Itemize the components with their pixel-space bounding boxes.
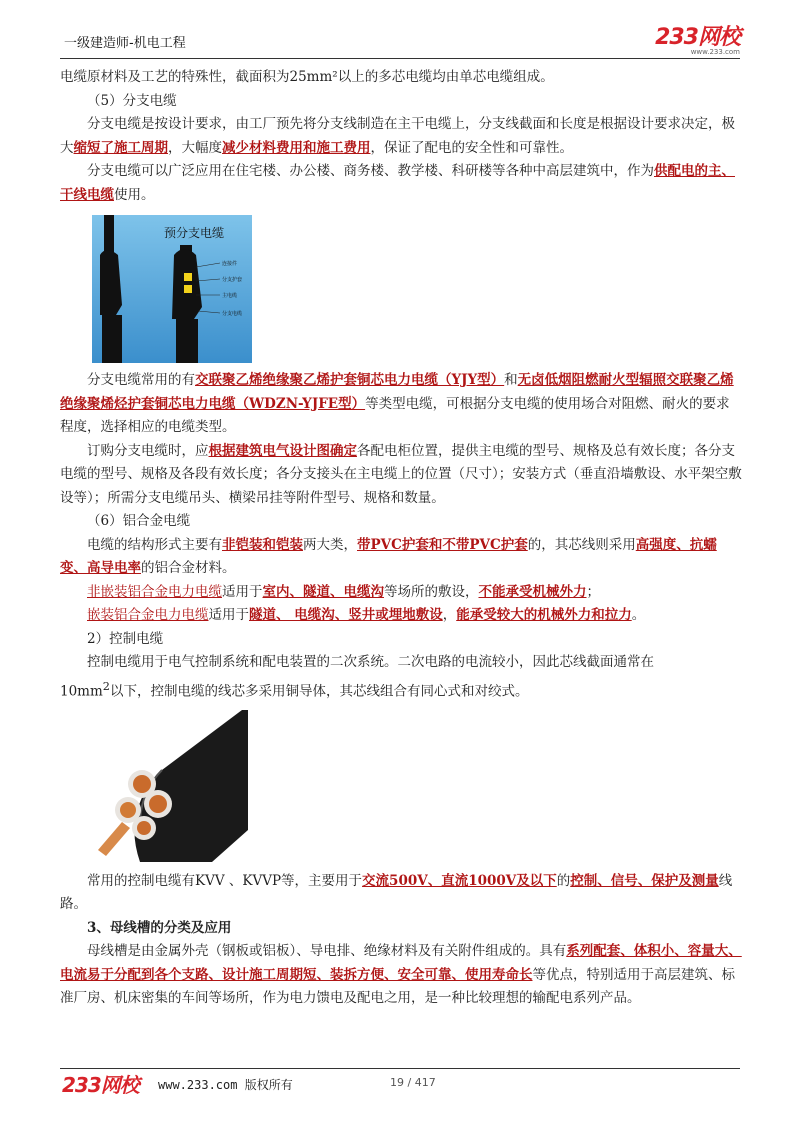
paragraph: 分支电缆可以广泛应用在住宅楼、办公楼、商务楼、教学楼、科研楼等各种中高层建筑中，作为供配电的主、干线电缆使用。 <box>60 163 735 203</box>
paragraph: $10mm^2$以下，控制电缆的线芯多采用铜导体，其芯线组合有同心式和对绞式。 <box>60 679 529 699</box>
page-number: 19 / 417 <box>390 1076 436 1089</box>
page-header <box>60 18 740 59</box>
paragraph: 非嵌装铝合金电力电缆适用于室内、隧道、电缆沟等场所的敷设，不能承受机械外力； <box>87 583 600 600</box>
section-heading: 3、母线槽的分类及应用 <box>87 919 232 936</box>
control-cable-image <box>92 710 248 862</box>
section-heading: 2）控制电缆 <box>87 630 164 647</box>
paragraph: 分支电缆是按设计要求，由工厂预先将分支线制造在主干电缆上，分支线截面和长度是根据设计要求决定，极大缩短了施工周期，大幅度减少材料费用和施工费用，保证了配电的安全性和可靠性。 <box>60 116 735 156</box>
branch-cable-image <box>92 215 252 363</box>
label-branch-sheath: 分支护套 <box>222 277 243 283</box>
header-title: 一级建造师-机电工程 <box>64 36 186 51</box>
label-main-cable: 主电缆 <box>222 293 238 299</box>
section-heading: （5）分支电缆 <box>87 92 177 109</box>
label-branch-cable: 分支电缆 <box>222 311 243 317</box>
image-title: 预分支电缆 <box>164 226 225 240</box>
paragraph: 控制电缆用于电气控制系统和配电装置的二次系统。二次电路的电流较小，因此芯线截面通常在 <box>87 654 654 670</box>
footer-copyright: www.233.com 版权所有 <box>158 1078 293 1092</box>
label-connector: 连接件 <box>222 261 238 267</box>
section-heading: （6）铝合金电缆 <box>87 513 191 529</box>
paragraph: 电缆的结构形式主要有非铠装和铠装两大类，带PVC护套和不带PVC护套的，其芯线则采用高强度、抗蠕变、高导电率的铝合金材料。 <box>60 536 717 576</box>
footer-logo: 233网校 <box>62 1073 139 1097</box>
paragraph: 分支电缆常用的有交联聚乙烯绝缘聚乙烯护套铜芯电力电缆（YJY型）和无卤低烟阻燃耐火型辐照交联聚乙烯绝缘聚烯烃护套铜芯电力电缆（WDZN-YJFE型）等类型电缆，可根据分支电缆的使用场合对阻燃、耐火的要求程度，选择相应的电缆类型。 <box>60 372 734 435</box>
page-footer <box>60 1068 740 1099</box>
page-content <box>60 66 742 1011</box>
paragraph: 母线槽是由金属外壳（钢板或铝板）、导电排、绝缘材料及有关附件组成的。具有系列配套、体积小、容量大、电流易于分配到各个支路、设计施工周期短、装拆方便、安全可靠、使用寿命长等优点，特别适用于高层建筑、标准厂房、机床密集的车间等场所，作为电力馈电及配电之用，是一种比较理想的输配电系列产品。 <box>60 943 742 1006</box>
paragraph: 订购分支电缆时，应根据建筑电气设计图确定各配电柜位置，提供主电缆的型号、规格及总有效长度；各分支电缆的型号、规格及各段有效长度；各分支接头在主电缆上的位置（尺寸）；安装方式（垂直沿墙敷设、水平架空敷设等）；所需分支电缆吊头、横梁吊挂等附件型号、规格和数量。 <box>60 442 742 506</box>
brand-logo: 233网校 www.233.com <box>655 25 740 56</box>
paragraph: 电缆原材料及工艺的特殊性，截面积为25mm²以上的多芯电缆均由单芯电缆组成。 <box>60 69 554 85</box>
paragraph: 常用的控制电缆有KVV 、KVVP等，主要用于交流500V、直流1000V及以下的控制、信号、保护及测量线路。 <box>60 872 733 912</box>
paragraph: 嵌装铝合金电力电缆适用于隧道、 电缆沟、竖井或埋地敷设，能承受较大的机械外力和拉力。 <box>87 607 646 623</box>
